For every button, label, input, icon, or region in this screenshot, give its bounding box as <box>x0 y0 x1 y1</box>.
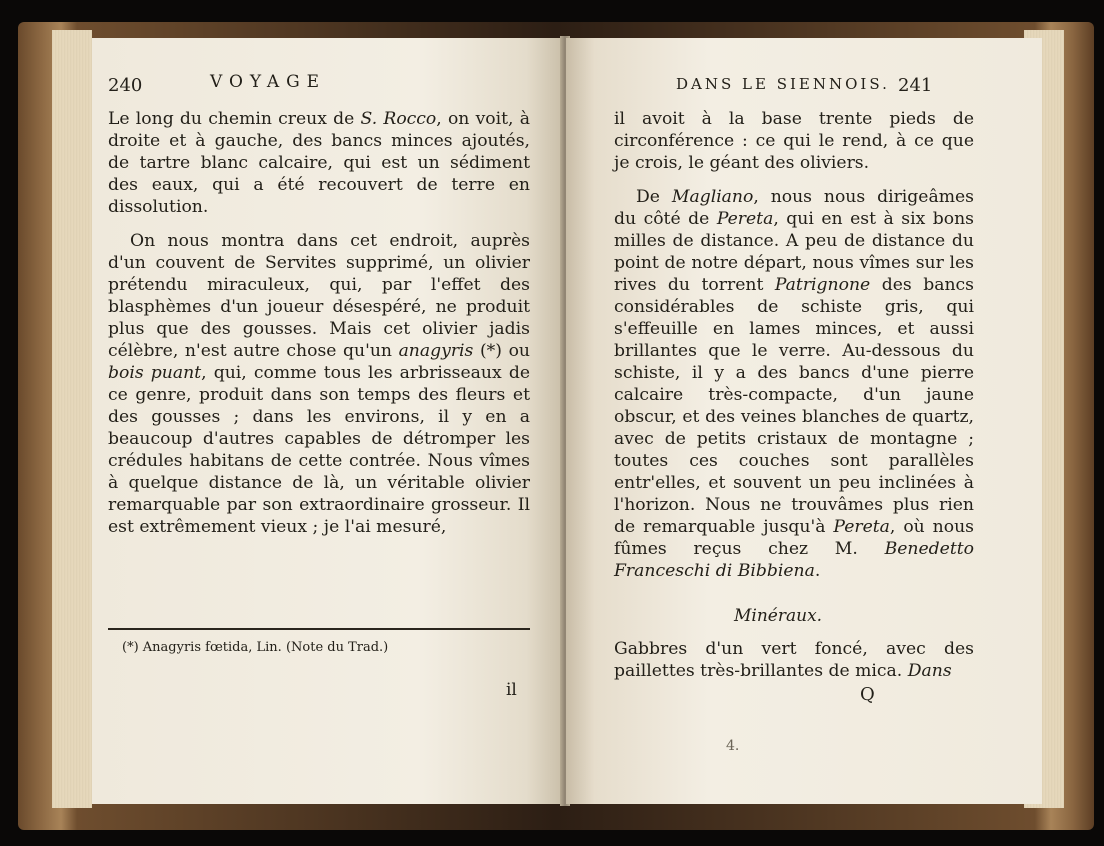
footnote: (*) Anagyris fœtida, Lin. (Note du Trad.) <box>122 640 389 655</box>
right-running-head: DANS LE SIENNOIS. <box>676 75 890 93</box>
left-page-number: 240 <box>108 75 143 96</box>
left-running-head: VOYAGE <box>210 72 327 92</box>
paragraph: De Magliano, nous nous dirigeâmes du côté de Pereta, qui en est à six bons milles de distance. A peu de distance du point de notre départ, nous vîmes sur les rives du torrent Patrignone des bancs considérables de schiste gris, qui s'effeuille en lames minces, et aussi brillantes que le verre. Au-dessous du schiste, il y a des bancs d'une pierre calcaire très-compacte, d'un jaune obscur, et des veines blanches de quartz, avec de petits cristaux de montagne ; toutes ces couches sont parallèles entr'elles, et souvent un peu inclinées à l'horizon. Nous ne trouvâmes plus rien de remarquable jusqu'à Pereta, où nous fûmes reçus chez M. Benedetto Franceschi di Bibbiena. <box>614 187 974 581</box>
right-body-text <box>614 108 974 582</box>
right-page <box>566 38 1042 804</box>
catchword: il <box>506 680 517 700</box>
page-edges-left <box>52 30 92 808</box>
paragraph: Le long du chemin creux de S. Rocco, on voit, à droite et à gauche, des bancs minces ajoutés, de tartre blanc calcaire, qui est un sédiment des eaux, qui a été recouvert de terre en dissolution. <box>108 109 530 217</box>
left-body-text <box>108 108 530 538</box>
paragraph: il avoit à la base trente pieds de circonférence : ce qui le rend, à ce que je crois, le géant des oliviers. <box>614 109 974 173</box>
subheading: Minéraux. <box>734 606 823 626</box>
signature-mark: Q <box>860 684 875 705</box>
left-page <box>92 38 564 804</box>
stamp: 4. <box>726 738 740 754</box>
footnote-rule <box>108 628 530 630</box>
right-page-number: 241 <box>898 75 933 96</box>
last-paragraph: Gabbres d'un vert foncé, avec des paillettes très-brillantes de mica. Dans <box>614 639 974 681</box>
paragraph: On nous montra dans cet endroit, auprès d'un couvent de Servites supprimé, un olivier prétendu miraculeux, qui, par l'effet des blasphèmes d'un joueur désespéré, ne produit plus que des gousses. Mais cet olivier jadis célèbre, n'est autre chose qu'un anagyris (*) ou bois puant, qui, comme tous les arbrisseaux de ce genre, produit dans son temps des fleurs et des gousses ; dans les environs, il y en a beaucoup d'autres capables de détromper les crédules habitans de cette contrée. Nous vîmes à quelque distance de là, un véritable olivier remarquable par son extraordinaire grosseur. Il est extrêmement vieux ; je l'ai mesuré, <box>108 231 530 537</box>
